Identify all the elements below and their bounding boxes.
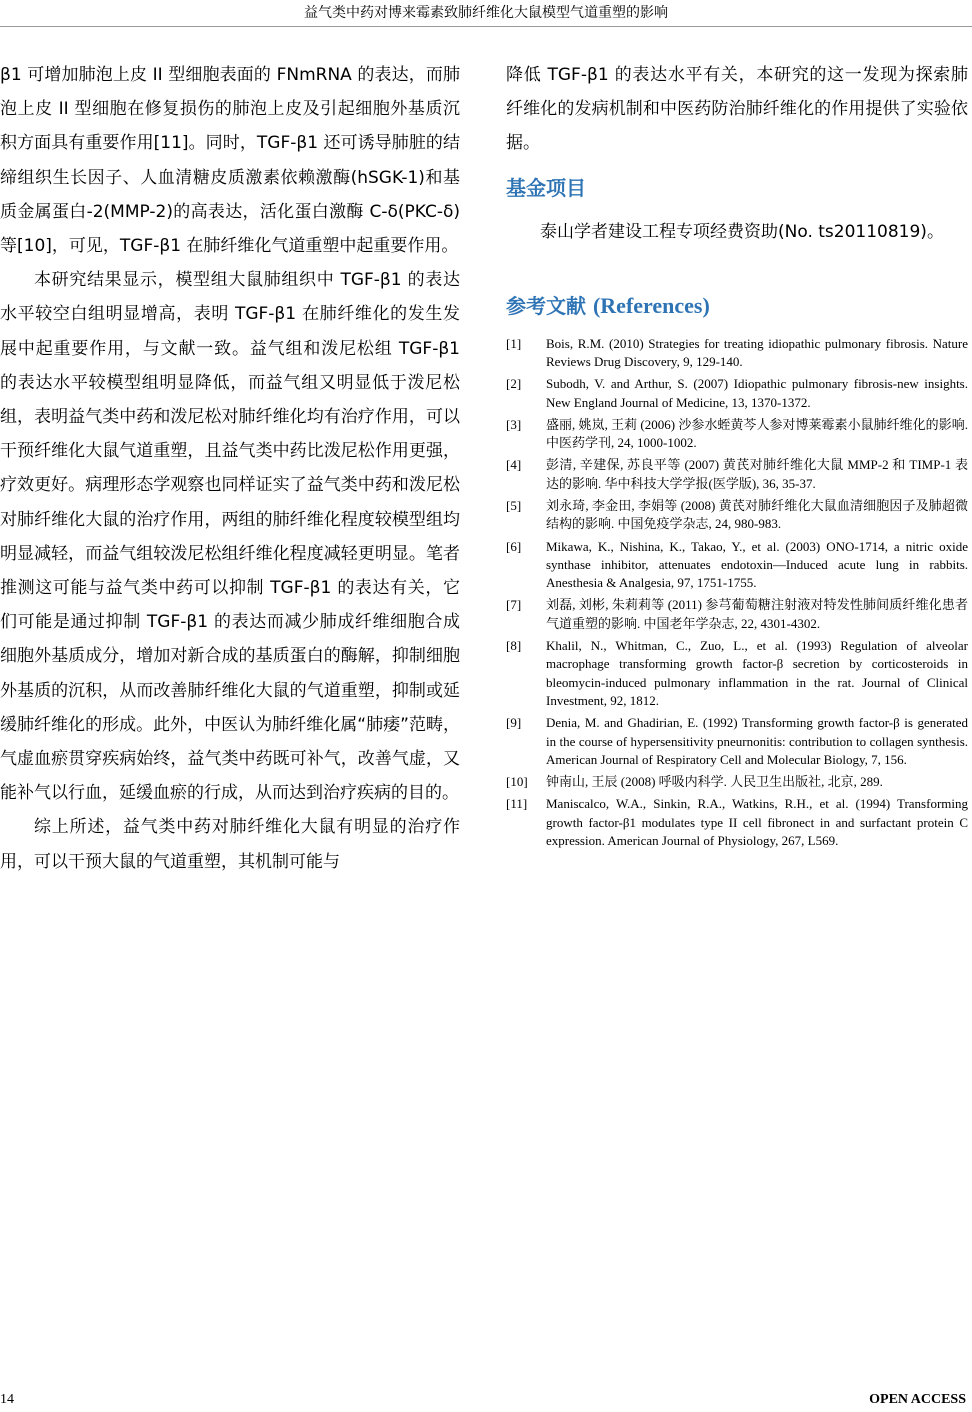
- reference-number: [1]: [506, 335, 522, 351]
- reference-text: 钟南山, 王辰 (2008) 呼吸内科学. 人民卫生出版社, 北京, 289.: [546, 774, 883, 790]
- references-heading: [506, 291, 968, 321]
- reference-number: [7]: [506, 597, 522, 613]
- reference-item: [506, 497, 968, 534]
- reference-item: [506, 637, 968, 710]
- open-access-label: OPEN ACCESS: [869, 1392, 966, 1407]
- running-header: 益气类中药对博来霉素致肺纤维化大鼠模型气道重塑的影响: [304, 5, 668, 21]
- reference-number: [8]: [506, 638, 522, 654]
- reference-item: [506, 714, 968, 769]
- reference-item: [506, 416, 968, 453]
- reference-text: Subodh, V. and Arthur, S. (2007) Idiopathic pulmonary fibrosis-new insights. New England Journal of Medicine, 13, 1370-1372.: [546, 376, 968, 410]
- funding-text: 泰山学者建设工程专项经费资助(No. ts20110819)。: [540, 221, 944, 242]
- left-column: [0, 58, 460, 879]
- reference-text: Khalil, N., Whitman, C., Zuo, L., et al. (1993) Regulation of alveolar macrophage transforming growth factor-β secretion by corticosteroids in bleomycin-induced pulmonary inflammation in the rat. Journal of Clinical Investment, 92, 1812.: [546, 638, 968, 708]
- continuation-paragraph: 降低 TGF-β1 的表达水平有关，本研究的这一发现为探索肺纤维化的发病机制和中医药防治肺纤维化的作用提供了实验依据。: [506, 65, 968, 154]
- reference-item: [506, 596, 968, 633]
- body-paragraph-2: 本研究结果显示，模型组大鼠肺组织中 TGF-β1 的表达水平较空白组明显增高，表明 TGF-β1 在肺纤维化的发生发展中起重要作用，与文献一致。益气组和泼尼松组 TGF-β1 的表达水平较模型组明显降低，而益气组又明显低于泼尼松组，表明益气类中药和泼尼松对肺纤维化均有治疗作用，可以干预纤维化大鼠气道重塑，且益气类中药比泼尼松作用更强，疗效更好。病理形态学观察也同样证实了益气类中药和泼尼松对肺纤维化大鼠的治疗作用，两组的肺纤维化程度较模型组均明显减轻，而益气组较泼尼松组纤维化程度减轻更明显。笔者推测这可能与益气类中药可以抑制 TGF-β1 的表达有关，它们可能是通过抑制 TGF-β1 的表达而减少肺成纤维细胞合成细胞外基质成分，增加对新合成的基质蛋白的酶解，抑制细胞外基质的沉积，从而改善肺纤维化大鼠的气道重塑，抑制或延缓肺纤维化的形成。此外，中医认为肺纤维化属“肺痿”范畴，气虚血瘀贯穿疾病始终，益气类中药既可补气，改善气虚，又能补气以行血，延缓血瘀的行成，从而达到治疗疾病的目的。: [0, 270, 460, 804]
- reference-item: [506, 375, 968, 412]
- reference-text: 彭清, 辛建保, 苏良平等 (2007) 黄芪对肺纤维化大鼠 MMP-2 和 TIMP-1 表达的影响. 华中科技大学学报(医学版), 36, 35-37.: [546, 457, 968, 491]
- reference-item: [506, 773, 968, 791]
- reference-number: [3]: [506, 416, 522, 432]
- reference-item: [506, 456, 968, 493]
- reference-text: 盛丽, 姚岚, 王莉 (2006) 沙参水蛭黄芩人参对博莱霉素小鼠肺纤维化的影响. 中医药学刊, 24, 1000-1002.: [546, 416, 968, 451]
- references-heading-cn: 参考文献: [506, 293, 586, 318]
- reference-number: [6]: [506, 538, 522, 554]
- reference-number: [11]: [506, 796, 528, 812]
- reference-text: 刘永琦, 李金田, 李娟等 (2008) 黄芪对肺纤维化大鼠血清细胞因子及肺超微结构的影响. 中国免疫学杂志, 24, 980-983.: [546, 497, 968, 532]
- references-heading-en: (References): [592, 292, 710, 318]
- header-divider: [0, 26, 972, 27]
- page-number: 14: [0, 1392, 14, 1407]
- reference-item: [506, 795, 968, 850]
- funding-heading: 基金项目: [506, 175, 586, 200]
- body-paragraph-3: 综上所述，益气类中药对肺纤维化大鼠有明显的治疗作用，可以干预大鼠的气道重塑，其机制可能与: [0, 817, 460, 872]
- reference-number: [2]: [506, 376, 522, 392]
- reference-text: Bois, R.M. (2010) Strategies for treating idiopathic pulmonary fibrosis. Nature Reviews Drug Discovery, 9, 129-140.: [546, 335, 968, 369]
- right-column: [506, 58, 968, 854]
- reference-number: [10]: [506, 774, 528, 790]
- reference-text: Mikawa, K., Nishina, K., Takao, Y., et al. (2003) ONO-1714, a nitric oxide synthase inhibitor, attenuates endotoxin—Induced acute lung in rabbits. Anesthesia & Analgesia, 97, 1751-1755.: [546, 538, 968, 591]
- reference-text: 刘磊, 刘彬, 朱莉莉等 (2011) 参芎葡萄糖注射液对特发性肺间质纤维化患者气道重塑的影响. 中国老年学杂志, 22, 4301-4302.: [546, 597, 968, 631]
- reference-number: [4]: [506, 457, 522, 473]
- body-paragraph-1: β1 可增加肺泡上皮 II 型细胞表面的 FNmRNA 的表达，而肺泡上皮 II 型细胞在修复损伤的肺泡上皮及引起细胞外基质沉积方面具有重要作用[11]。同时，TGF-β1 还可诱导肺脏的结缔组织生长因子、人血清糖皮质激素依赖激酶(hSGK-1)和基质金属蛋白-2(MMP-2)的高表达，活化蛋白激酶 C-δ(PKC-δ)等[10]，可见，TGF-β1 在肺纤维化气道重塑中起重要作用。: [0, 65, 460, 257]
- reference-number: [9]: [506, 715, 522, 731]
- reference-text: Denia, M. and Ghadirian, E. (1992) Transforming growth factor-β is generated in the course of hypersensitivity pneurnonitis: contribution to collagen synthesis. American Journal of Respiratory Cell and Molecular Biology, 7, 156.: [546, 715, 968, 767]
- reference-item: [506, 335, 968, 372]
- reference-number: [5]: [506, 497, 522, 513]
- reference-item: [506, 538, 968, 593]
- reference-list: [506, 335, 968, 851]
- reference-text: Maniscalco, W.A., Sinkin, R.A., Watkins, R.H., et al. (1994) Transforming growth factor-β1 modulates type II cell fibronect in and surfactant protein C expression. American Journal of Physiology, 267, L569.: [546, 796, 968, 849]
